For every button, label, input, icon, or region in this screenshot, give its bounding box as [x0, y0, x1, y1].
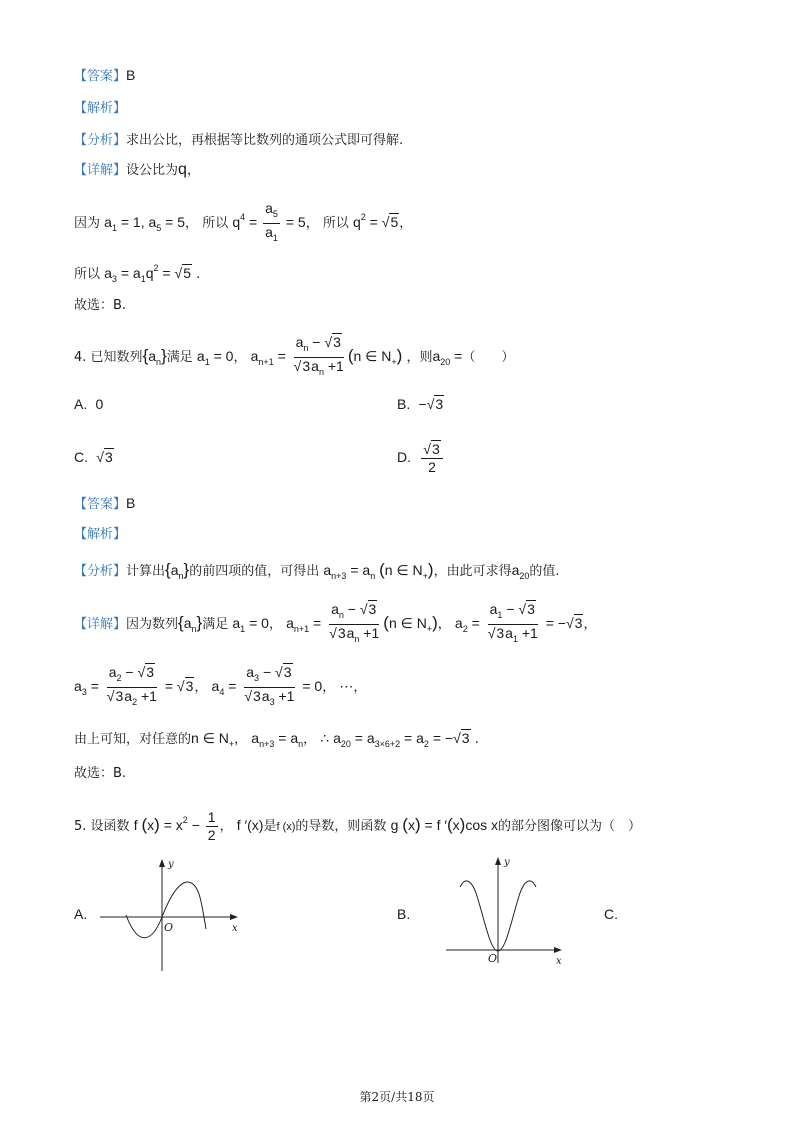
graph-option-a — [96, 855, 246, 975]
detail-tag: 【详解】 — [74, 617, 127, 633]
comma: ， — [186, 163, 200, 178]
fenxi-tag: 【分析】 — [74, 133, 127, 148]
option-a[interactable] — [74, 905, 87, 925]
question-5-stem: 5. 设函数 f $(x) = x^2$ − $\frac{1}{2}$ ， f ′(x)是f (x)的导数，则函数 g (x) = f ′(x)cos x的部分图像可以为（ ） — [74, 808, 642, 843]
stem-text: 设函数 — [90, 819, 130, 834]
seq-an: $\{a_n\}$ — [142, 346, 167, 368]
formula-q4: $q^4$ = $\frac{a_5}{a_1}$ = 5 — [232, 199, 306, 243]
var-q: q — [178, 161, 187, 178]
formula-line-q3-2: 所以 $a_3 = a_1q^2 = √5$ . — [74, 263, 201, 284]
formula-a20: $a_{20}$ = — [432, 348, 463, 368]
stem-text: ，则 — [406, 350, 433, 366]
formula-given: $a_1 = 1$, $a_5 = 5$ — [104, 214, 186, 233]
formula-a20: $a_{20}$ — [511, 562, 530, 581]
page-footer: 第2页/共18页 — [359, 1090, 435, 1104]
option-a[interactable] — [74, 395, 103, 415]
formula-fx: f $(x) = x^2$ − $\frac{1}{2}$ — [133, 808, 216, 843]
formula-period: $a_{n+3} = a_n$ (n ∈ $N_+$) — [323, 560, 434, 581]
formula-a1: $a_1 = 0$ — [232, 615, 269, 635]
fenxi-text: ，由此可求得 — [433, 564, 512, 579]
formula-q2: $q^2 = √5$ — [352, 212, 399, 230]
formula-recurrence: $a_{n+1}$ = $\frac{a_n - √3}{√3a_n +1}$ (n ∈ $N_+$) — [250, 334, 403, 377]
y-arrow — [495, 857, 501, 865]
ellipsis: ⋯ — [339, 678, 354, 695]
axis-label-x: x — [232, 923, 238, 934]
option-label: C. — [604, 906, 618, 922]
formula-recurrence: $a_{n+1}$ = $\frac{a_n - √3}{√3a_n +1}$ (n ∈ $N_+$) — [286, 601, 438, 644]
fenxi-tag: 【分析】 — [74, 564, 127, 579]
axis-label-y: y — [504, 857, 510, 868]
question-number: 5. — [74, 819, 87, 834]
detail-line-q4-2: $a_3$ = $\frac{a_2 - √3}{√3a_2 +1}$ = √3， $a_4$ = $\frac{a_3 - √3}{√3a_3 +1}$ = 0， ⋯， — [74, 664, 367, 707]
text-so: 所以 — [202, 216, 229, 231]
x-arrow — [230, 914, 238, 920]
option-value: −√3 — [418, 396, 444, 412]
text-so: 所以 — [74, 267, 101, 282]
answer-value: B — [126, 67, 136, 83]
detail-text: 由上可知，对任意的 — [74, 732, 192, 747]
x-arrow — [554, 947, 562, 953]
formula-a3: $a_3$ = $\frac{a_2 - √3}{√3a_2 +1}$ = √3 — [74, 664, 194, 707]
formula-period: $a_{n+3} = a_n$ — [251, 730, 304, 749]
answer-value: B — [126, 495, 136, 511]
option-label: D. — [397, 449, 411, 465]
conclusion-q4: 故选：B. — [74, 766, 127, 781]
detail-tag: 【详解】 — [74, 163, 127, 178]
axis-label-y: y — [168, 859, 174, 870]
stem-text: 的部分图像可以为（ ） — [498, 819, 642, 834]
option-c[interactable] — [74, 448, 114, 468]
fenxi-text: 的前四项的值，可得出 — [189, 564, 320, 579]
detail-text: 因为数列 — [126, 617, 179, 633]
analysis-tag: 【解析】 — [74, 101, 127, 116]
fenxi-text: 求出公比，再根据等比数列的通项公式即可得解. — [126, 133, 404, 148]
text-because: 因为 — [74, 216, 101, 231]
detail-intro: 设公比为 — [126, 163, 179, 178]
seq-an: $\{a_n\}$ — [165, 560, 190, 581]
fenxi-line-q4 — [74, 561, 560, 585]
stem-text: （ ） — [462, 350, 515, 366]
detail-line-q4-1: 【详解】因为数列$\{a_n\}$满足 $a_1 = 0$， $a_{n+1}$ = $\frac{a_n - √3}{√3a_n +1}$ (n ∈ $N_+$)， $a_2$ = $\frac{a_1 - √3}{√3a_1 +1}$ = −√3， — [74, 601, 597, 644]
option-label: B. — [397, 396, 411, 412]
option-label: A. — [74, 906, 88, 922]
formula-gx: g (x) = f ′(x)cos x — [390, 815, 498, 834]
formula-n-in-N: n ∈ $N_+$ — [191, 730, 235, 749]
formula-a3: $a_3 = a_1q^2 = √5$ — [104, 263, 191, 284]
option-c[interactable] — [604, 905, 618, 925]
question-number: 4. — [74, 350, 87, 366]
formula-fx-small: f (x) — [276, 821, 296, 833]
origin-label: O — [164, 921, 174, 934]
text-so: 所以 — [322, 216, 349, 231]
axis-label-x: x — [556, 956, 562, 967]
option-b[interactable] — [397, 905, 410, 925]
detail-line-q3 — [74, 161, 200, 180]
stem-text: 的导数，则函数 — [295, 819, 387, 834]
option-value: √3 — [96, 449, 113, 465]
answer-tag: 【答案】 — [74, 497, 127, 512]
fenxi-text: 的值. — [529, 564, 560, 579]
y-arrow — [159, 859, 165, 867]
answer-line-q4 — [74, 494, 135, 514]
graph-option-b — [442, 853, 572, 973]
origin-label: O — [488, 952, 498, 965]
fenxi-text: 计算出 — [126, 564, 166, 579]
option-label: B. — [397, 906, 411, 922]
option-d[interactable] — [397, 437, 445, 479]
detail-line-q4-3: 由上可知，对任意的n ∈ $N_+$， $a_{n+3} = a_n$， ∴ $a_{20} = a_{3\times 6+2} = a_2 = -√3$ . — [74, 730, 479, 749]
stem-text: 已知数列 — [90, 350, 143, 366]
formula-a2: $a_2$ = $\frac{a_1 - √3}{√3a_1 +1}$ = −√3 — [454, 601, 583, 644]
stem-text: 满足 — [166, 350, 193, 366]
detail-text: 满足 — [202, 617, 229, 633]
option-b[interactable] — [397, 395, 444, 415]
option-label: C. — [74, 449, 88, 465]
stem-text: 是 — [263, 819, 277, 834]
formula-fprime: f ′(x) — [236, 817, 264, 833]
analysis-tag: 【解析】 — [74, 527, 127, 542]
fenxi-line-q3 — [74, 132, 403, 150]
option-value: 0 — [95, 396, 104, 412]
answer-tag: 【答案】 — [74, 69, 127, 84]
seq-an: $\{a_n\}$ — [178, 613, 203, 635]
formula-a4: $a_4$ = $\frac{a_3 - √3}{√3a_3 +1}$ = 0 — [211, 664, 323, 707]
option-label: A. — [74, 396, 88, 412]
formula-result: ∴ $a_{20} = a_{3\times 6+2} = a_2 = -√3$ — [320, 730, 470, 749]
question-4-stem: 4. 已知数列$\{a_n\}$满足 $a_1 = 0$， $a_{n+1}$ = $\frac{a_n - √3}{√3a_n +1}$ (n ∈ $N_+$) ，则$a_{20}$ =（ ） — [74, 334, 515, 377]
formula-a1: $a_1 = 0$ — [196, 348, 234, 368]
option-value: $\frac{√3}{2}$ — [421, 441, 442, 476]
answer-line-q3 — [74, 66, 135, 86]
formula-line-q3-1: 因为 $a_1 = 1$, $a_5 = 5$， 所以 $q^4$ = $\frac{a_5}{a_1}$ = 5， 所以 $q^2 = √5$， — [74, 199, 413, 243]
conclusion-q3: 故选：B. — [74, 298, 127, 313]
